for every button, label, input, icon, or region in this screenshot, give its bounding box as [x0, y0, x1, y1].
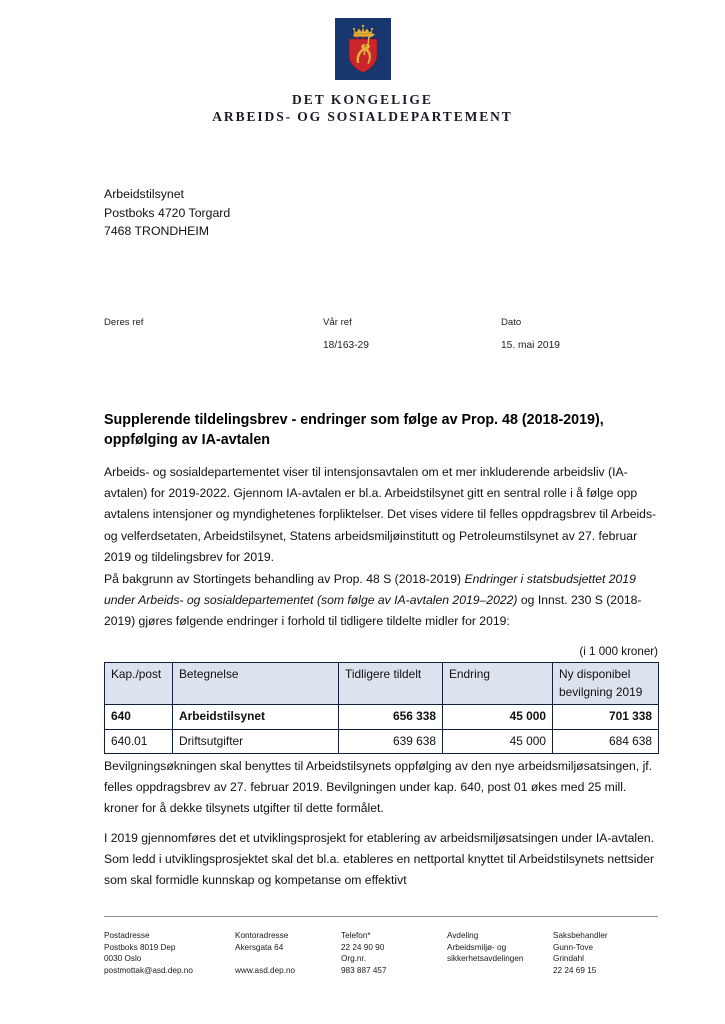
deres-ref-label: Deres ref: [104, 317, 144, 328]
cell-endring: 45 000: [443, 729, 553, 754]
footer-telefon-number: 22 24 90 90: [341, 942, 385, 952]
footer-column-avdeling: [447, 930, 552, 965]
paragraph-background-part2: og Innst. 230 S (2018-2019) gjøres følgende endringer i forhold til tidligere tildelte midler for 2019:: [104, 593, 642, 629]
paragraph-background: [104, 569, 662, 633]
table-unit-note: (i 1 000 kroner): [579, 645, 658, 658]
proposition-title-italic: Endringer i statsbudsjettet 2019 under Arbeids- og sosialdepartementet (som følge av IA-avtalen 2019–2022): [104, 572, 636, 608]
cell-betegnelse: Driftsutgifter: [173, 729, 339, 754]
department-line-royal: DET KONGELIGE: [292, 92, 433, 107]
cell-ny-disponibel: 701 338: [553, 705, 659, 730]
cell-kap-post: 640.01: [105, 729, 173, 754]
cell-tidligere-tildelt: 656 338: [339, 705, 443, 730]
table-row: [105, 729, 659, 754]
footer-column-telefon: [341, 930, 446, 976]
footer-saksbehandler-phone: 22 24 69 15: [553, 965, 597, 975]
dato-value: 15. mai 2019: [501, 340, 560, 351]
table-row: [105, 705, 659, 730]
column-header-tidligere-tildelt: Tidligere tildelt: [339, 663, 443, 705]
recipient-street: Postboks 4720 Torgard: [104, 205, 231, 220]
column-header-ny-disponibel: [553, 663, 659, 705]
footer-column-postadresse: [104, 930, 234, 976]
budget-table-section: [104, 645, 658, 754]
column-header-betegnelse: Betegnelse: [173, 663, 339, 705]
footer-saksbehandler-firstname: Gunn-Tove: [553, 942, 594, 952]
var-ref-column: [323, 316, 369, 353]
department-name: [0, 91, 725, 126]
department-line-name: ARBEIDS- OG SOSIALDEPARTEMENT: [212, 109, 513, 125]
footer-postadresse-heading: Postadresse: [104, 931, 150, 940]
cell-tidligere-tildelt: 639 638: [339, 729, 443, 754]
recipient-address-block: [104, 185, 230, 241]
footer-postadresse-email: postmottak@asd.dep.no: [104, 965, 193, 975]
cell-kap-post: 640: [105, 705, 173, 730]
budget-table: [104, 662, 659, 754]
coat-of-arms-svg: [335, 18, 391, 80]
footer-column-saksbehandler: [553, 930, 663, 976]
footer-orgnr-label: Org.nr.: [341, 954, 367, 964]
paragraph-allocation: Bevilgningsøkningen skal benyttes til Arbeidstilsynets oppfølging av den nye arbeidsmiljøsatsingen, jf. felles oppdragsbrev av 27. februar 2019. Bevilgningen under kap. 640, post 01 økes med 25 mill. kroner for å dekke tilsynets utgifter til dette formålet.: [104, 759, 653, 816]
var-ref-value: 18/163-29: [323, 340, 369, 351]
letterhead: [0, 18, 725, 126]
paragraph-development-project: I 2019 gjennomføres det et utviklingsprosjekt for etablering av arbeidsmiljøsatsingen under IA-avtalen. Som ledd i utviklingsprosjektet skal det bl.a. etableres en nettportal knyttet til Arbeidstilsynets nettsider som skal formidle kunnskap og kompetanse om effektivt: [104, 831, 655, 888]
cell-betegnelse: Arbeidstilsynet: [173, 705, 339, 730]
recipient-name: Arbeidstilsynet: [104, 187, 184, 201]
column-header-kap-post: Kap./post: [105, 663, 173, 705]
footer-kontoradresse-heading: Kontoradresse: [235, 931, 289, 940]
column-header-ny-line2: bevilgning 2019: [559, 684, 643, 699]
deres-ref-column: [104, 316, 143, 339]
column-header-ny-line1: Ny disponibel: [559, 667, 631, 681]
footer-kontoradresse-website: www.asd.dep.no: [235, 965, 296, 975]
column-header-endring: Endring: [443, 663, 553, 705]
cell-endring: 45 000: [443, 705, 553, 730]
var-ref-label: Vår ref: [323, 317, 352, 328]
footer-avdeling-heading: Avdeling: [447, 931, 479, 940]
document-title: Supplerende tildelingsbrev - endringer som følge av Prop. 48 (2018-2019), oppfølging av IA-avtalen: [104, 412, 604, 448]
table-header-row: [105, 663, 659, 705]
footer-column-kontoradresse: [235, 930, 340, 976]
footer-kontoradresse-line1: Akersgata 64: [235, 942, 284, 952]
footer-avdeling-line1: Arbeidsmiljø- og: [447, 942, 507, 952]
footer-saksbehandler-heading: Saksbehandler: [553, 931, 608, 940]
dato-label: Dato: [501, 317, 522, 328]
norwegian-coat-of-arms-icon: [335, 18, 391, 80]
footer-postadresse-line1: Postboks 8019 Dep: [104, 942, 176, 952]
paragraph-intro: Arbeids- og sosialdepartementet viser til intensjonsavtalen om et mer inkluderende arbeidsliv (IA-avtalen) for 2019-2022. Gjennom IA-avtalen er bl.a. Arbeidstilsynet gitt en sentral rolle i å følge opp avtalens intensjoner og myndighetenes forpliktelser. Det vises videre til felles oppdragsbrev til Arbeids- og velferdsetaten, Arbeidstilsynet, Statens arbeidsmiljøinstitutt og Petroleumstilsynet av 27. februar 2019 og tildelingsbrev for 2019.: [104, 465, 657, 564]
footer-avdeling-line2: sikkerhetsavdelingen: [447, 954, 524, 964]
footer-telefon-heading: Telefon*: [341, 931, 371, 940]
recipient-city: 7468 TRONDHEIM: [104, 224, 210, 238]
dato-column: [501, 316, 560, 353]
footer-orgnr-number: 983 887 457: [341, 965, 387, 975]
cell-ny-disponibel: 684 638: [553, 729, 659, 754]
footer-saksbehandler-lastname: Grindahl: [553, 954, 584, 964]
paragraph-background-part1: På bakgrunn av Stortingets behandling av Prop. 48 S (2018-2019): [104, 572, 465, 586]
footer-divider: [104, 916, 658, 917]
footer-postadresse-line2: 0030 Oslo: [104, 954, 142, 964]
